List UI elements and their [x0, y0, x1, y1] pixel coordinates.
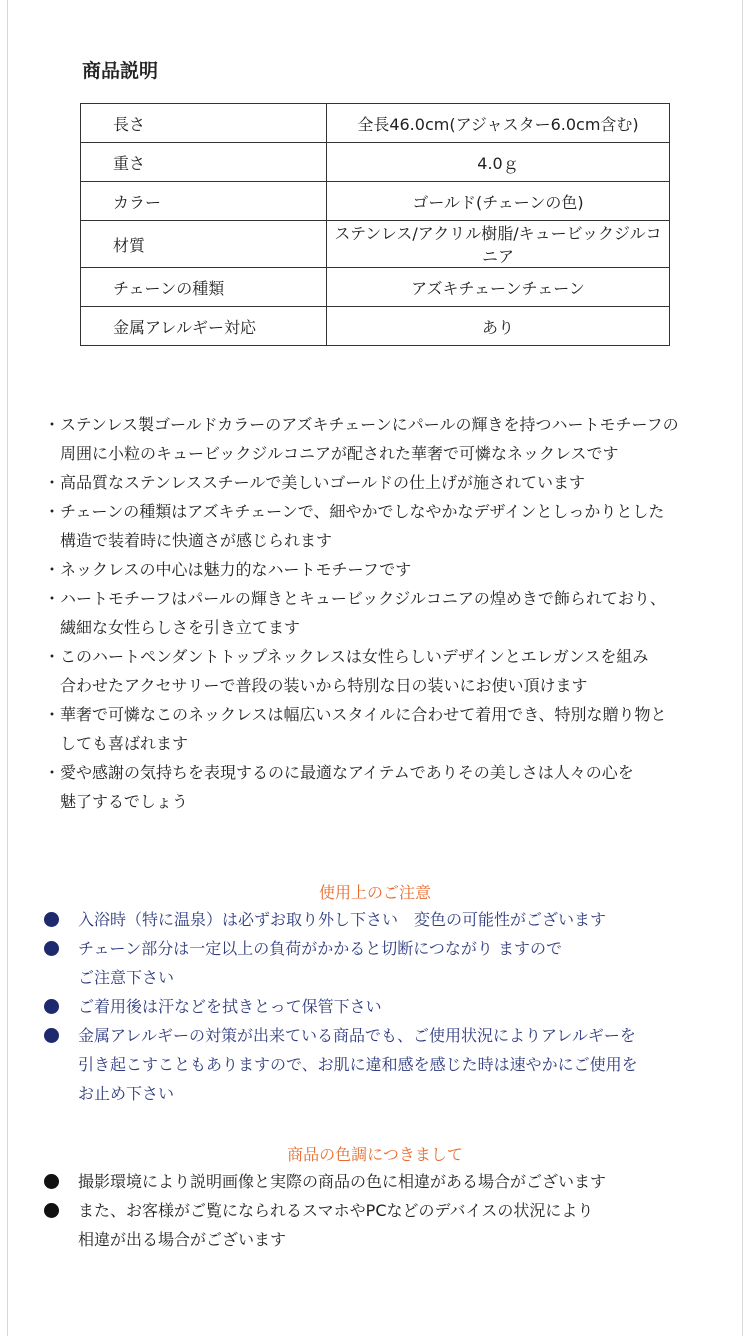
- note-line: ご着用後は汗などを拭きとって保管下さい: [78, 997, 382, 1016]
- note-line: 撮影環境により説明画像と実際の商品の色に相違がある場合がございます: [78, 1172, 607, 1191]
- spec-row: [81, 104, 670, 143]
- caution-heading: 使用上のご注意: [318, 883, 431, 902]
- description-line: ・ チェーンの種類はアズキチェーンで、細やかでしなやかなデザインとしっかりとした: [60, 502, 665, 521]
- color-note-item: [44, 1167, 704, 1196]
- description-item: [46, 642, 736, 700]
- spec-label: 長さ: [81, 104, 327, 143]
- description-line: 繊細な女性らしさを引き立てます: [60, 618, 301, 637]
- spec-table: [80, 103, 670, 346]
- color-heading: 商品の色調につきまして: [287, 1145, 463, 1164]
- bullet-dot-icon: [44, 941, 59, 956]
- spec-row: [81, 182, 670, 221]
- caution-item: [44, 992, 704, 1021]
- spec-value: 4.0ｇ: [327, 143, 670, 182]
- spec-value: 全長46.0cm(アジャスター6.0cm含む): [327, 104, 670, 143]
- description-item: [46, 584, 736, 642]
- description-line: しても喜ばれます: [60, 734, 189, 753]
- spec-value: あり: [327, 307, 670, 346]
- note-line: また、お客様がご覧になられるスマホやPCなどのデバイスの状況により: [78, 1201, 594, 1220]
- description-line: 周囲に小粒のキュービックジルコニアが配された華奢で可憐なネックレスです: [60, 444, 619, 463]
- description-item: [46, 555, 736, 584]
- description-line: ・ ネックレスの中心は魅力的なハートモチーフです: [60, 560, 412, 579]
- caution-item: [44, 1021, 704, 1108]
- description-line: ・ このハートペンダントトップネックレスは女性らしいデザインとエレガンスを組み: [60, 647, 649, 666]
- note-line: お止め下さい: [78, 1084, 175, 1103]
- note-line: チェーン部分は一定以上の負荷がかかると切断につながり ますので: [78, 939, 562, 958]
- spec-row: [81, 268, 670, 307]
- description-line: ・ 華奢で可憐なこのネックレスは幅広いスタイルに合わせて着用でき、特別な贈り物と: [60, 705, 667, 724]
- note-line: 相違が出る場合がございます: [78, 1230, 287, 1249]
- spec-row: [81, 307, 670, 346]
- description-line: ・ ハートモチーフはパールの輝きとキュービックジルコニアの煌めきで飾られており、: [60, 589, 666, 608]
- description-item: [46, 468, 736, 497]
- spec-label: 重さ: [81, 143, 327, 182]
- description-item: [46, 497, 736, 555]
- description-line: 合わせたアクセサリーで普段の装いから特別な日の装いにお使い頂けます: [60, 676, 588, 695]
- description-line: ・ ステンレス製ゴールドカラーのアズキチェーンにパールの輝きを持つハートモチーフの: [60, 415, 679, 434]
- description-item: [46, 758, 736, 816]
- bullet-dot-icon: [44, 1203, 59, 1218]
- section-title: 商品説明: [82, 60, 159, 82]
- spec-row: [81, 221, 670, 268]
- color-note-item: [44, 1196, 704, 1254]
- description-list: [46, 410, 736, 816]
- note-line: 引き起こすこともありますので、お肌に違和感を感じた時は速やかにご使用を: [78, 1055, 638, 1074]
- spec-label: カラー: [81, 182, 327, 221]
- description-line: 構造で装着時に快適さが感じられます: [60, 531, 333, 550]
- note-line: 入浴時（特に温泉）は必ずお取り外し下さい 変色の可能性がございます: [78, 910, 607, 929]
- spec-label: 金属アレルギー対応: [81, 307, 327, 346]
- spec-value: ステンレス/アクリル樹脂/キュービックジルコニア: [327, 221, 670, 268]
- bullet-dot-icon: [44, 912, 59, 927]
- bullet-dot-icon: [44, 999, 59, 1014]
- note-line: 金属アレルギーの対策が出来ている商品でも、ご使用状況によりアレルギーを: [78, 1026, 636, 1045]
- description-line: ・ 愛や感謝の気持ちを表現するのに最適なアイテムでありその美しさは人々の心を: [60, 763, 634, 782]
- caution-item: [44, 905, 704, 934]
- bullet-dot-icon: [44, 1028, 59, 1043]
- description-line: ・ 高品質なステンレススチールで美しいゴールドの仕上げが施されています: [60, 473, 586, 492]
- description-item: [46, 700, 736, 758]
- spec-value: アズキチェーンチェーン: [327, 268, 670, 307]
- description-line: 魅了するでしょう: [60, 792, 188, 811]
- bullet-dot-icon: [44, 1174, 59, 1189]
- caution-item: [44, 934, 704, 992]
- spec-label: チェーンの種類: [81, 268, 327, 307]
- spec-value: ゴールド(チェーンの色): [327, 182, 670, 221]
- spec-label: 材質: [81, 221, 327, 268]
- caution-list: [44, 905, 704, 1108]
- spec-row: [81, 143, 670, 182]
- color-note-list: [44, 1167, 704, 1254]
- description-item: [46, 410, 736, 468]
- note-line: ご注意下さい: [78, 968, 175, 987]
- product-detail-page: [8, 0, 742, 1336]
